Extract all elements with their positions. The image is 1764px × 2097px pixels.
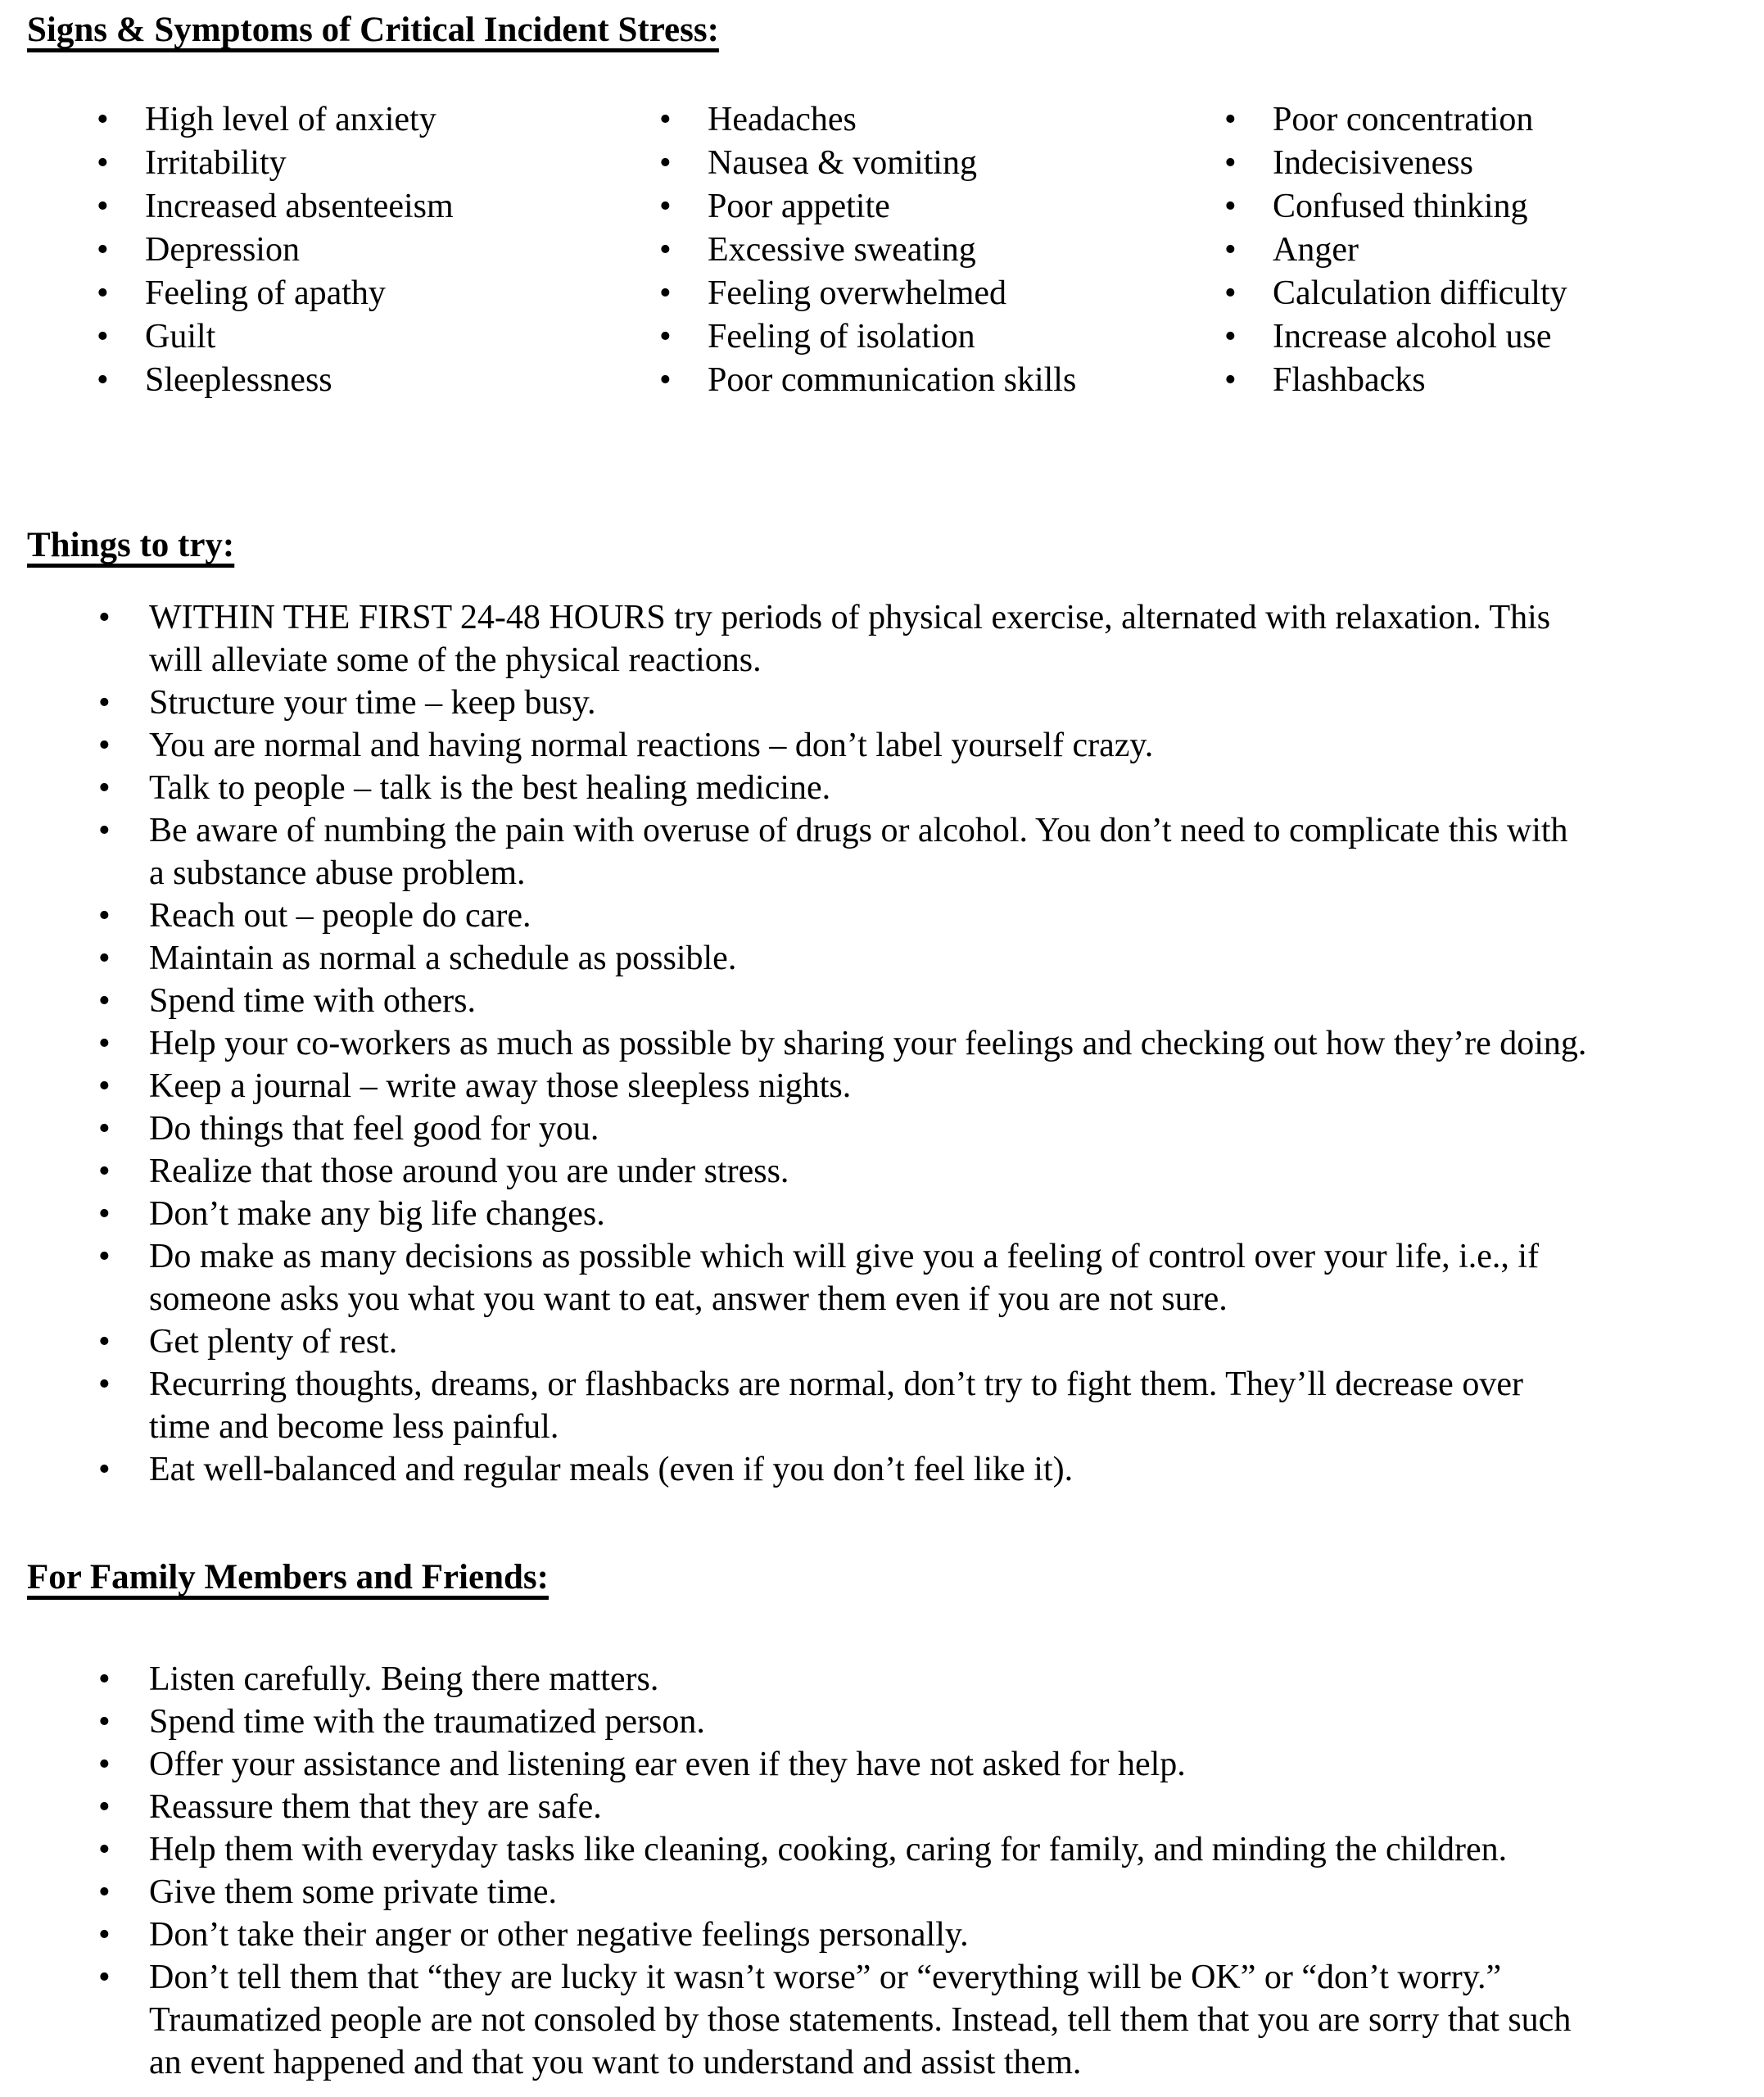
list-item-line: Offer your assistance and listening ear even if they have not asked for help. [149,1746,1186,1783]
list-item [98,1743,1571,1786]
list-item-line: Structure your time – keep busy. [149,684,596,722]
family-list [98,1658,1571,2084]
list-item [98,1150,1586,1193]
list-item [98,1871,1571,1914]
symptoms-column-2 [659,98,1224,402]
list-item [659,142,1224,185]
list-item-line: Don’t tell them that “they are lucky it wasn’t worse” or “everything will be OK” or “don’t worry.” [149,1959,1502,1996]
bullet-icon: • [97,318,109,356]
bullet-icon: • [97,144,109,182]
bullet-icon: • [98,1451,111,1488]
bullet-icon: • [98,1831,111,1868]
list-item-line: Do things that feel good for you. [149,1110,599,1148]
bullet-icon: • [98,1660,111,1698]
list-item-line: Eat well-balanced and regular meals (even if you don’t feel like it). [149,1451,1074,1488]
list-item [1224,185,1567,229]
bullet-icon: • [98,1067,111,1105]
bullet-icon: • [659,231,672,269]
list-item-line: Spend time with others. [149,982,476,1020]
section-heading-symptoms: Signs & Symptoms of Critical Incident Stress: [27,11,719,49]
symptoms-columns [97,98,1567,402]
bullet-icon: • [659,188,672,225]
list-item [98,1363,1586,1448]
bullet-icon: • [97,361,109,399]
bullet-icon: • [659,318,672,356]
list-item [659,185,1224,229]
list-item-line: Help them with everyday tasks like cleaning, cooking, caring for family, and minding the children. [149,1831,1508,1868]
list-item-text: Depression [145,231,300,269]
list-item [98,980,1586,1022]
list-item [97,98,659,142]
list-item-text: Irritability [145,144,287,182]
list-item [659,229,1224,272]
list-item-text: Sleeplessness [145,361,332,399]
list-item [1224,98,1567,142]
list-item [1224,315,1567,359]
list-item-line: Do make as many decisions as possible which will give you a feeling of control over your life, i.e., if [149,1238,1540,1275]
list-item-line: You are normal and having normal reactions – don’t label yourself crazy. [149,727,1154,764]
list-item-text: Confused thinking [1273,188,1528,225]
list-item-text: Guilt [145,318,216,356]
list-item-line: Keep a journal – write away those sleepless nights. [149,1067,852,1105]
bullet-icon: • [98,1238,111,1275]
list-item-line: Reach out – people do care. [149,897,531,935]
bullet-icon: • [659,361,672,399]
list-item [98,1022,1586,1065]
list-item [98,1701,1571,1743]
list-item-text: Poor appetite [708,188,890,225]
list-item [98,767,1586,809]
bullet-icon: • [98,1916,111,1954]
list-item [1224,359,1567,402]
bullet-icon: • [98,1195,111,1233]
list-item-text: Poor concentration [1273,101,1534,138]
list-item [98,1193,1586,1235]
bullet-icon: • [98,1323,111,1361]
bullet-icon: • [98,1025,111,1062]
list-item-text: Increased absenteeism [145,188,454,225]
bullet-icon: • [98,1873,111,1911]
symptoms-column-3 [1224,98,1567,402]
list-item-text: Calculation difficulty [1273,274,1567,312]
list-item [98,895,1586,937]
list-item [98,724,1586,767]
section-heading-family: For Family Members and Friends: [27,1558,549,1597]
bullet-icon: • [98,1959,111,1996]
bullet-icon: • [1224,144,1237,182]
list-item [1224,142,1567,185]
list-item [98,1320,1586,1363]
list-item-line: Reassure them that they are safe. [149,1788,602,1826]
list-item [659,359,1224,402]
bullet-icon: • [98,812,111,849]
bullet-icon: • [98,982,111,1020]
list-item [97,142,659,185]
list-item [98,596,1586,682]
bullet-icon: • [97,188,109,225]
bullet-icon: • [1224,188,1237,225]
list-item-text: Flashbacks [1273,361,1426,399]
bullet-icon: • [1224,231,1237,269]
list-item-line: will alleviate some of the physical reactions. [149,641,762,679]
list-item-text: Indecisiveness [1273,144,1473,182]
list-item-line: Give them some private time. [149,1873,558,1911]
list-item-line: Talk to people – talk is the best healing medicine. [149,769,831,807]
list-item [97,229,659,272]
things-to-try-list [98,596,1586,1491]
list-item-line: WITHIN THE FIRST 24-48 HOURS try periods of physical exercise, alternated with relaxation. This [149,599,1551,636]
list-item-text: Nausea & vomiting [708,144,977,182]
bullet-icon: • [98,897,111,935]
bullet-icon: • [1224,274,1237,312]
list-item [98,809,1586,895]
list-item [659,272,1224,315]
bullet-icon: • [1224,361,1237,399]
list-item [98,937,1586,980]
list-item-text: Feeling of apathy [145,274,386,312]
list-item-line: a substance abuse problem. [149,854,526,892]
bullet-icon: • [98,599,111,636]
list-item-line: an event happened and that you want to understand and assist them. [149,2044,1082,2081]
list-item-text: Poor communication skills [708,361,1077,399]
list-item-line: Spend time with the traumatized person. [149,1703,705,1741]
list-item [98,1786,1571,1828]
list-item-line: someone asks you what you want to eat, answer them even if you are not sure. [149,1280,1228,1318]
list-item [97,315,659,359]
list-item-text: Increase alcohol use [1273,318,1552,356]
bullet-icon: • [659,274,672,312]
list-item-line: Traumatized people are not consoled by those statements. Instead, tell them that you are sorry that such [149,2001,1572,2039]
list-item [1224,272,1567,315]
bullet-icon: • [98,940,111,977]
list-item [98,1448,1586,1491]
list-item [98,1658,1571,1701]
list-item [98,1065,1586,1107]
bullet-icon: • [98,769,111,807]
section-heading-things-to-try: Things to try: [27,526,235,564]
list-item-line: Be aware of numbing the pain with overuse of drugs or alcohol. You don’t need to complicate this with [149,812,1568,849]
list-item [659,98,1224,142]
bullet-icon: • [98,1746,111,1783]
list-item-line: Realize that those around you are under stress. [149,1153,789,1190]
bullet-icon: • [1224,318,1237,356]
list-item-line: time and become less painful. [149,1408,559,1446]
symptoms-column-1 [97,98,659,402]
list-item [98,1235,1586,1320]
list-item-line: Get plenty of rest. [149,1323,398,1361]
list-item-text: Headaches [708,101,857,138]
list-item [98,1828,1571,1871]
bullet-icon: • [659,101,672,138]
list-item-line: Recurring thoughts, dreams, or flashbacks are normal, don’t try to fight them. They’ll decrease over [149,1366,1523,1403]
list-item-text: Feeling overwhelmed [708,274,1007,312]
bullet-icon: • [98,684,111,722]
list-item [97,185,659,229]
list-item [97,359,659,402]
list-item [98,1107,1586,1150]
list-item-line: Don’t make any big life changes. [149,1195,605,1233]
list-item [97,272,659,315]
list-item [98,682,1586,724]
list-item-line: Listen carefully. Being there matters. [149,1660,659,1698]
bullet-icon: • [659,144,672,182]
list-item-line: Maintain as normal a schedule as possible. [149,940,737,977]
bullet-icon: • [98,1110,111,1148]
list-item-line: Don’t take their anger or other negative feelings personally. [149,1916,969,1954]
bullet-icon: • [97,274,109,312]
list-item-text: High level of anxiety [145,101,436,138]
list-item [98,1914,1571,1956]
list-item-line: Help your co-workers as much as possible by sharing your feelings and checking out how they’re doing. [149,1025,1587,1062]
list-item-text: Feeling of isolation [708,318,975,356]
bullet-icon: • [97,231,109,269]
list-item [659,315,1224,359]
bullet-icon: • [98,1788,111,1826]
list-item-text: Anger [1273,231,1359,269]
bullet-icon: • [98,727,111,764]
list-item [1224,229,1567,272]
bullet-icon: • [98,1366,111,1403]
bullet-icon: • [98,1703,111,1741]
bullet-icon: • [98,1153,111,1190]
list-item [98,1956,1571,2084]
list-item-text: Excessive sweating [708,231,976,269]
bullet-icon: • [97,101,109,138]
bullet-icon: • [1224,101,1237,138]
